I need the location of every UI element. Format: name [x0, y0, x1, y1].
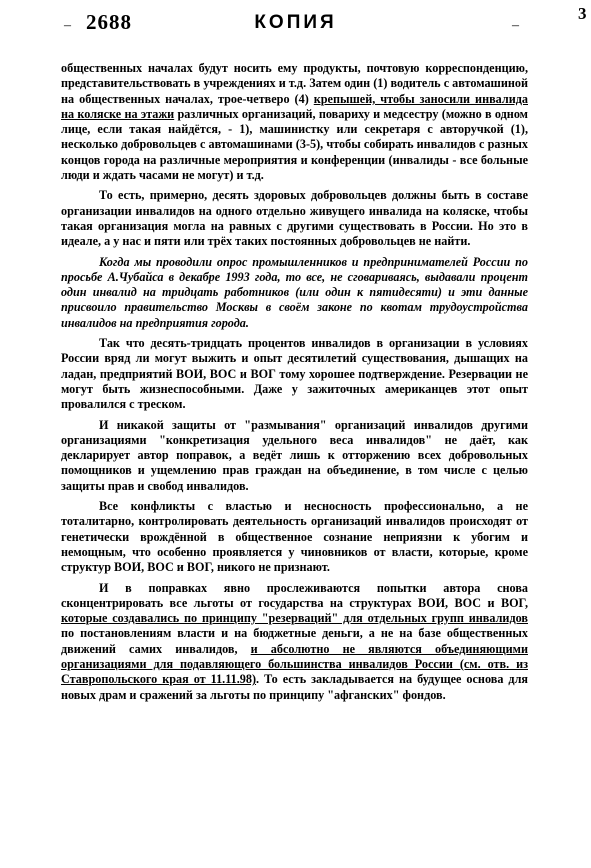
document-body	[61, 61, 528, 708]
margin-mark: –	[512, 18, 519, 33]
paragraph-2: То есть, примерно, десять здоровых добровольцев должны быть в составе организации инвалидов на одного отдельно живущего инвалида на коляске, чтобы такая организация могла на равных с другими существовать в России. Но это в идеале, а у нас и пяти или трёх таких постоянных добровольцев не найти.	[61, 188, 528, 249]
underlined-text: крепышей, чтобы заносили инвалида на коляске на этажи	[61, 91, 528, 121]
page-number: 3	[578, 4, 587, 23]
underlined-text: которые создавались по принципу "резерваций" для отдельных групп инвалидов	[61, 611, 528, 626]
paragraph-4: Так что десять-тридцать процентов инвалидов в организации в условиях России вряд ли могут выжить и опыт десятилетий существования, дышащих на ладан, предприятий ВОИ, ВОС и ВОГ тому хорошее подтверждение. Резервации не могут быть жизнеспособными. Даже у зажиточных американцев этот опыт провалился с треском.	[61, 336, 528, 412]
underlined-text: и абсолютно не являются объединяющими организациями для подавляющего большинства инвалидов России (см. отв. из Ставропольского края от 11.11.98)	[61, 641, 528, 687]
document-number: 2688	[86, 10, 132, 34]
paragraph-7: И в поправках явно прослеживаются попытки автора снова сконцентрировать все льготы от государства на структурах ВОИ, ВОС и ВОГ, которые создавались по принципу "резерваций" для отдельных групп инвалидов по постановлениям власти и на бюджетные деньги, а не на базе общественных движений самих инвалидов, и абсолютно не являются объединяющими организациями для подавляющего большинства инвалидов России (см. отв. из Ставропольского края от 11.11.98). То есть закладывается на будущее основа для новых драм и сражений за льготы по принципу "афганских" фондов.	[61, 580, 529, 702]
paragraph-5: И никакой защиты от "размывания" организаций инвалидов другими организациями "конкретизация удельного веса инвалидов" не даёт, как декларирует автор поправок, а ведёт лишь к отторжению всех добровольных помощников и ущемлению прав граждан на объединение, в том числе с целью защиты прав и свобод инвалидов.	[61, 417, 528, 493]
paragraph-3-italic: Когда мы проводили опрос промышленников и предпринимателей России по просьбе А.Чубайса в декабре 1993 года, то все, не сговариваясь, выдавали процент один инвалид на тридцать работников (или один к пятидесяти) и эти данные присвоило правительство Москвы в своём законе по квотам трудоустройства инвалидов на предприятия города.	[61, 254, 528, 330]
paragraph-6: Все конфликты с властью и несносность профессионально, а не тоталитарно, контролировать деятельность организаций инвалидов происходят от генетически врождённой в общественное сознание неприязни к убогим и немощным, что особенно проявляется у чиновников от власти, которые, кроме структур ВОИ, ВОС и ВОГ, никого не признают.	[61, 499, 528, 575]
paragraph-1: общественных началах будут носить ему продукты, почтовую корреспонденцию, представительствовать в учреждениях и т.д. Затем один (1) водитель с автомашиной на общественных началах, трое-четверо (4) крепышей, чтобы заносили инвалида на коляске на этажи различных организаций, повариху и медсестру (можно в одном лице, если такая найдётся, - 1), машинистку или секретаря с авторучкой (1), несколько добровольцев с автомашинами (3-5), чтобы собирать инвалидов с разных концов города на различные мероприятия и конференции (инвалиды - все больные люди и ждать часами не могут) и т.д.	[61, 61, 528, 183]
margin-mark: –	[64, 18, 71, 33]
copy-stamp: КОПИЯ	[254, 12, 337, 33]
